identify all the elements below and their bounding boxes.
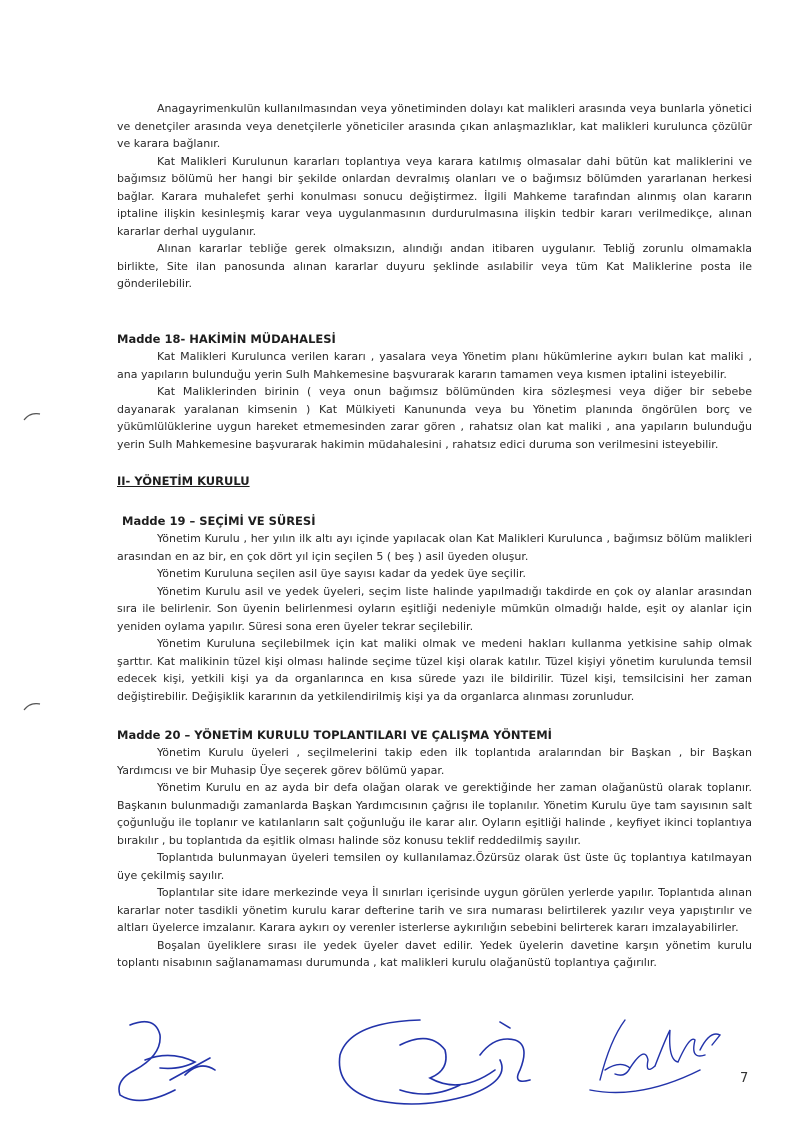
madde-19-paragraph-2: Yönetim Kuruluna seçilen asil üye sayısı kadar da yedek üye seçilir.	[157, 567, 526, 580]
madde-20-paragraph-2: Yönetim Kurulu en az ayda bir defa olağan olarak ve gerektiğinde her zaman olağanüstü olarak toplanır. Başkanın bulunmadığı zamanlarda Başkan Yardımcısının çağrısı ile toplanılır. Yönetim Kurulu üye tam sayısının salt çoğunluğu ile toplanır ve katılanların salt çoğunluğu ile karar alır. Oyların eşitliği halinde , keyfiyet ikinci toplantıya bırakılır , bu toplantıda da eşitlik olması halinde söz konusu teklif reddedilmiş sayılır.	[117, 781, 752, 847]
madde-20-paragraph-5: Boşalan üyeliklere sırası ile yedek üyeler davet edilir. Yedek üyelerin davetine karşın yönetim kurulu toplantı nisabının sağlanamaması durumunda , kat malikleri kurulu olağanüstü toplantıya çağırılır.	[117, 938, 752, 969]
madde-18-section	[117, 348, 752, 453]
margin-bracket-mark	[22, 700, 44, 714]
madde-19-paragraph-3: Yönetim Kurulu asil ve yedek üyeleri, seçim liste halinde yapılmadığı takdirde en çok oy alanlar arasından sıra ile belirlenir. Son üyenin belirlenmesi oyların eşitliği nedeniyle mümkün olmadığı halde, eşit oy alanlar için yeniden oylama yapılır. Süresi sona eren üyeler tekrar seçilebilir.	[117, 584, 752, 633]
madde-19-paragraph-1: Yönetim Kurulu , her yılın ilk altı ayı içinde yapılacak olan Kat Malikleri Kurulunca , bağımsız bölüm malikleri arasından en az bir, en çok dört yıl için seçilen 5 ( beş ) asil üyeden oluşur.	[117, 532, 752, 563]
signatures	[100, 1000, 740, 1115]
madde-19-heading: Madde 19 – SEÇİMİ VE SÜRESİ	[122, 514, 316, 528]
madde-20-heading: Madde 20 – YÖNETİM KURULU TOPLANTILARI VE ÇALIŞMA YÖNTEMİ	[117, 728, 552, 742]
intro-paragraph-3: Alınan kararlar tebliğe gerek olmaksızın, alındığı andan itibaren uygulanır. Tebliğ zorunlu olmamakla birlikte, Site ilan panosunda alınan kararlar duyuru şeklinde asılabilir veya tüm Kat Maliklerine posta ile gönderilebilir.	[117, 242, 752, 290]
madde-18-paragraph-2: Kat Maliklerinden birinin ( veya onun bağımsız bölümünden kira sözleşmesi veya diğer bir sebebe dayanarak yaralanan kimsenin ) Kat Mülkiyeti Kanununda veya bu Yönetim planında öngörülen borç ve yükümlülüklerine uygun hareket etmemesinden zarar gören , rahatsız olan kat maliki , ana yapıların bulunduğu yerin Sulh Mahkemesine başvurarak hakimin müdahalesini , rahatsız edici duruma son verilmesini isteyebilir.	[117, 385, 752, 451]
madde-19-paragraph-4: Yönetim Kuruluna seçilebilmek için kat maliki olmak ve medeni hakları kullanma yetkisine sahip olmak şarttır. Kat malikinin tüzel kişi olması halinde seçime tüzel kişi olarak katılır. Tüzel kişiyi yönetim kurulunda temsil edecek kişi, yetkili kişi ya da organlarınca en kısa sürede yazı ile bildirilir. Tüzel kişi, temsilcisini her zaman değiştirebilir. Değişiklik kararının da yetkilendirilmiş kişi ya da organlarca alınması zorunludur.	[117, 637, 752, 703]
signature-2-icon	[339, 1020, 530, 1104]
section-2-heading: II- YÖNETİM KURULU	[117, 474, 250, 488]
intro-section	[117, 100, 752, 293]
intro-paragraph-1: Anagayrimenkulün kullanılmasından veya yönetiminden dolayı kat malikleri arasında veya bunlarla yönetici ve denetçiler arasında veya denetçilerle yöneticiler arasında çıkan anlaşmazlıklar, kat malikleri kurulunca çözülür ve karara bağlanır.	[117, 102, 752, 150]
madde-20-paragraph-1: Yönetim Kurulu üyeleri , seçilmelerini takip eden ilk toplantıda aralarından bir Başkan , bir Başkan Yardımcısı ve bir Muhasip Üye seçerek görev bölümü yapar.	[117, 746, 752, 777]
signature-3-icon	[590, 1020, 720, 1093]
madde-19-section	[117, 530, 752, 705]
madde-20-paragraph-3: Toplantıda bulunmayan üyeleri temsilen oy kullanılamaz.Özürsüz olarak üst üste üç toplantıya katılmayan üye çekilmiş sayılır.	[117, 851, 752, 882]
madde-18-paragraph-1: Kat Malikleri Kurulunca verilen kararı , yasalara veya Yönetim planı hükümlerine aykırı bulan kat maliki , ana yapıların bulunduğu yerin Sulh Mahkemesine başvurarak kararın tamamen veya kısmen iptalini isteyebilir.	[117, 350, 752, 381]
signature-1-icon	[119, 1022, 215, 1101]
margin-bracket-mark	[22, 410, 44, 424]
intro-paragraph-2: Kat Malikleri Kurulunun kararları toplantıya veya karara katılmış olmasalar dahi bütün kat maliklerini ve bağımsız bölümü her hangi bir şekilde onlardan devralmış olanları ve o bağımsız bölümden yararlanan herkesi bağlar. Karara muhalefet şerhi konulması sonucu değiştirmez. İlgili Mahkeme tarafından alınmış olan kararın iptaline ilişkin kesinleşmiş karar veya uygulanmasının durdurulmasına ilişkin tedbir kararı verilmedikçe, alınan kararlar derhal uygulanır.	[117, 154, 752, 238]
madde-20-paragraph-4: Toplantılar site idare merkezinde veya İl sınırları içerisinde uygun görülen yerlerde yapılır. Toplantıda alınan kararlar noter tasdikli yönetim kurulu karar defterine tarih ve sıra numarası belirtilerek yazılır veya yapıştırılır ve altları üyelerce imzalanır. Karara aykırı oy verenler isterlerse aykırılığın sebebini belirterek kararı imzalayabilirler.	[117, 886, 752, 934]
page-number: 7	[740, 1071, 749, 1086]
madde-18-heading: Madde 18- HAKİMİN MÜDAHALESİ	[117, 332, 336, 346]
madde-20-section	[117, 744, 752, 972]
